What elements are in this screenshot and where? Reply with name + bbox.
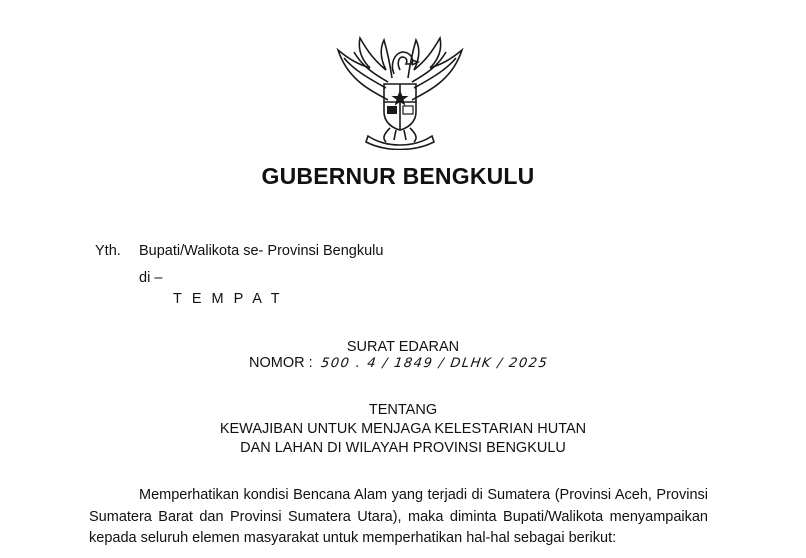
subject-line-2: DAN LAHAN DI WILAYAH PROVINSI BENGKULU [240, 440, 566, 456]
address-place: TEMPAT [173, 291, 290, 307]
circular-number-value: 500 . 4 / 1849 / DLHK / 2025 [319, 356, 549, 371]
address-recipient: Bupati/Walikota se- Provinsi Bengkulu [139, 243, 384, 259]
circular-number-label: NOMOR : [249, 355, 313, 371]
body-paragraph-1: Memperhatikan kondisi Bencana Alam yang terjadi di Sumatera (Provinsi Aceh, Provinsi Sumatera Barat dan Provinsi Sumatera Utara), maka diminta Bupati/Walikota menyampaikan kepada seluruh elemen masyarakat untuk memperhatikan hal-hal sebagai berikut: [89, 487, 708, 546]
letterhead-title: GUBERNUR BENGKULU [261, 163, 535, 189]
address-salutation: Yth. [95, 243, 121, 259]
address-di: di – [139, 270, 163, 286]
circular-type: SURAT EDARAN [346, 339, 460, 355]
subject-line-1: KEWAJIBAN UNTUK MENJAGA KELESTARIAN HUTAN [219, 421, 587, 437]
circular-number [249, 355, 548, 371]
garuda-emblem-icon [330, 30, 470, 150]
subject-label: TENTANG [368, 402, 438, 418]
